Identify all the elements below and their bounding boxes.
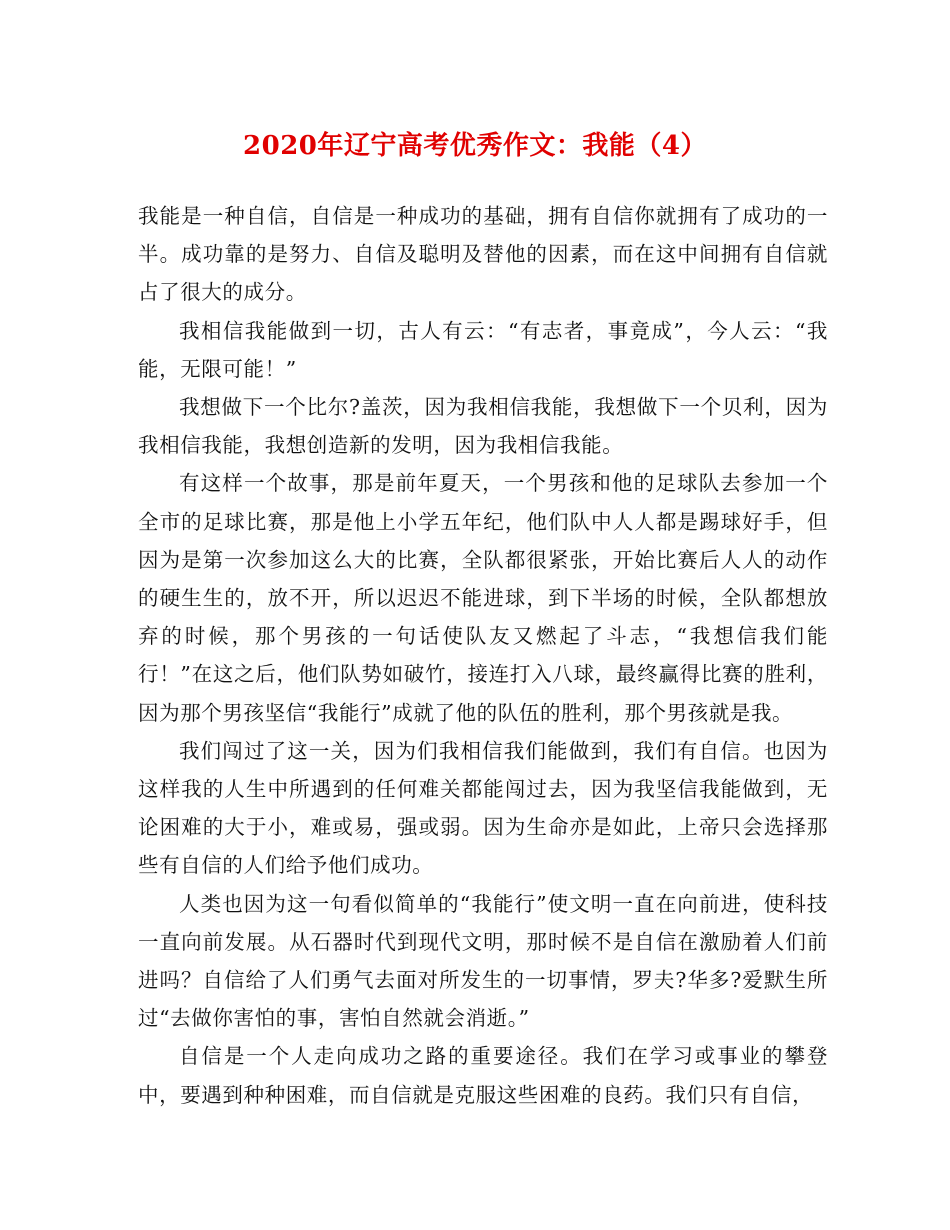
paragraph: 我们闯过了这一关，因为们我相信我们能做到，我们有自信。也因为这样我的人生中所遇到的任何难关都能闯过去，因为我坚信我能做到，无论困难的大于小，难或易，强或弱。因为生命亦是如此，上帝只会选择那些有自信的人们给予他们成功。 (138, 738, 828, 878)
paragraph: 有这样一个故事，那是前年夏天，一个男孩和他的足球队去参加一个全市的足球比赛，那是他上小学五年纪，他们队中人人都是踢球好手，但因为是第一次参加这么大的比赛，全队都很紧张，开始比赛后人人的动作的硬生生的，放不开，所以迟迟不能进球，到下半场的时候，全队都想放弃的时候，那个男孩的一句话使队友又燃起了斗志，“我想信我们能行！”在这之后，他们队势如破竹，接连打入八球，最终赢得比赛的胜利，因为那个男孩坚信“我能行”成就了他的队伍的胜利，那个男孩就是我。 (138, 471, 828, 725)
paragraph: 我能是一种自信，自信是一种成功的基础，拥有自信你就拥有了成功的一半。成功靠的是努力、自信及聪明及替他的因素，而在这中间拥有自信就占了很大的成分。 (138, 204, 828, 305)
paragraph: 我相信我能做到一切，古人有云：“有志者，事竟成”，今人云：“我能，无限可能！” (138, 318, 828, 381)
paragraph: 我想做下一个比尔?盖茨，因为我相信我能，我想做下一个贝利，因为我相信我能，我想创造新的发明，因为我相信我能。 (138, 395, 828, 458)
document-body (138, 197, 828, 1114)
paragraph: 人类也因为这一句看似简单的“我能行”使文明一直在向前进，使科技一直向前发展。从石器时代到现代文明，那时候不是自信在激励着人们前进吗？自信给了人们勇气去面对所发生的一切事情，罗夫?华多?爱默生所过“去做你害怕的事，害怕自然就会消逝。” (138, 891, 828, 1031)
paragraph: 自信是一个人走向成功之路的重要途径。我们在学习或事业的攀登中，要遇到种种困难，而自信就是克服这些困难的良药。我们只有自信， (138, 1044, 828, 1107)
document-title: 2020年辽宁高考优秀作文：我能（4） (243, 131, 707, 161)
